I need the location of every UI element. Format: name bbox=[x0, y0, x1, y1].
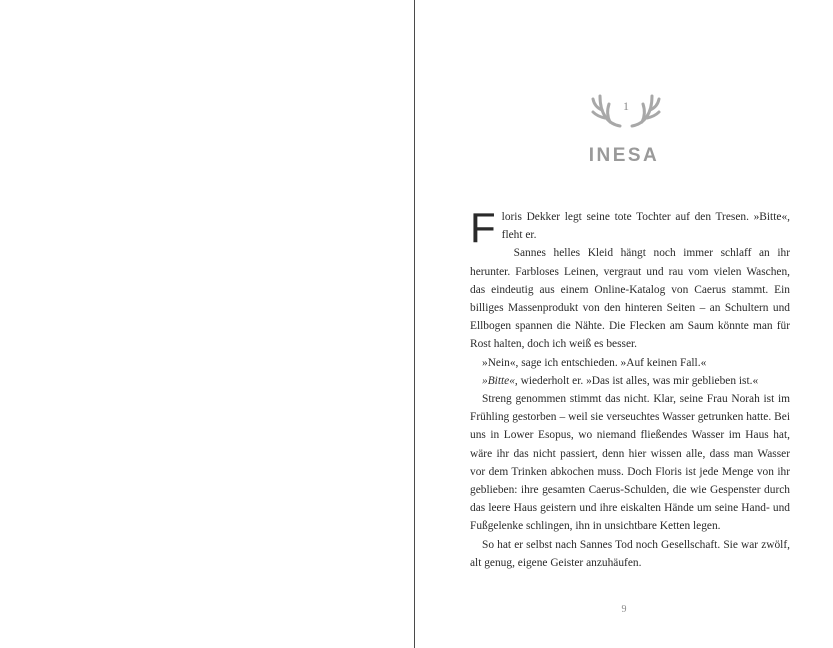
paragraph-3 bbox=[470, 354, 790, 372]
paragraph-text: Streng genommen stimmt das nicht. Klar, seine Frau Norah ist im Frühling gestorben – weil sie verseuchtes Wasser getrunken hatte. Bei uns in Lower Esopus, wo niemand fließendes Wasser im Haus hat, wäre ihr das nicht passiert, denn hier wissen alle, dass man Wasser vor dem Trinken abkochen muss. Doch Floris ist jede Menge von ihr geblieben: ihre gesamten Caerus-Schulden, die wie Gespenster durch das leere Haus geistern und ihre eiskalten Hände um seine Hand- und Fußgelenke schlingen, ihn in unsichtbare Ketten legen. bbox=[470, 393, 790, 533]
chapter-body bbox=[470, 204, 790, 572]
drop-cap: F bbox=[470, 204, 496, 251]
paragraph-4 bbox=[470, 372, 790, 390]
paragraph-2 bbox=[470, 244, 790, 353]
emphasis-text: »Bitte« bbox=[482, 374, 515, 387]
chapter-title: INESA bbox=[588, 145, 660, 166]
paragraph-text: So hat er selbst nach Sannes Tod noch Gesellschaft. Sie war zwölf, alt genug, eigene Geister anzuhäufen. bbox=[470, 538, 790, 569]
paragraph-5 bbox=[470, 390, 790, 536]
paragraph-text: »Nein«, sage ich entschieden. »Auf keinen Fall.« bbox=[482, 356, 707, 369]
paragraph-1 bbox=[470, 204, 790, 251]
right-page bbox=[415, 0, 833, 648]
page-number: 9 bbox=[621, 604, 627, 615]
paragraph-text: Sannes helles Kleid hängt noch immer schlaff an ihr herunter. Farbloses Leinen, vergraut und rau vom vielen Waschen, das eindeutig aus einem Online-Katalog von Caerus stammt. Ein billiges Massenprodukt von den hinteren Seiten – an Schultern und Ellbogen spannen die Nähte. Die Flecken am Saum könnte man für Rost halten, doch ich weiß es besser. bbox=[470, 247, 790, 351]
paragraph-6 bbox=[470, 536, 790, 572]
left-page-blank bbox=[0, 0, 414, 648]
paragraph-text: , wiederholt er. »Das ist alles, was mir geblieben ist.« bbox=[514, 374, 759, 387]
chapter-number: 1 bbox=[623, 99, 629, 113]
paragraph-text: loris Dekker legt seine tote Tochter auf den Tresen. »Bitte«, fleht er. bbox=[501, 211, 790, 242]
